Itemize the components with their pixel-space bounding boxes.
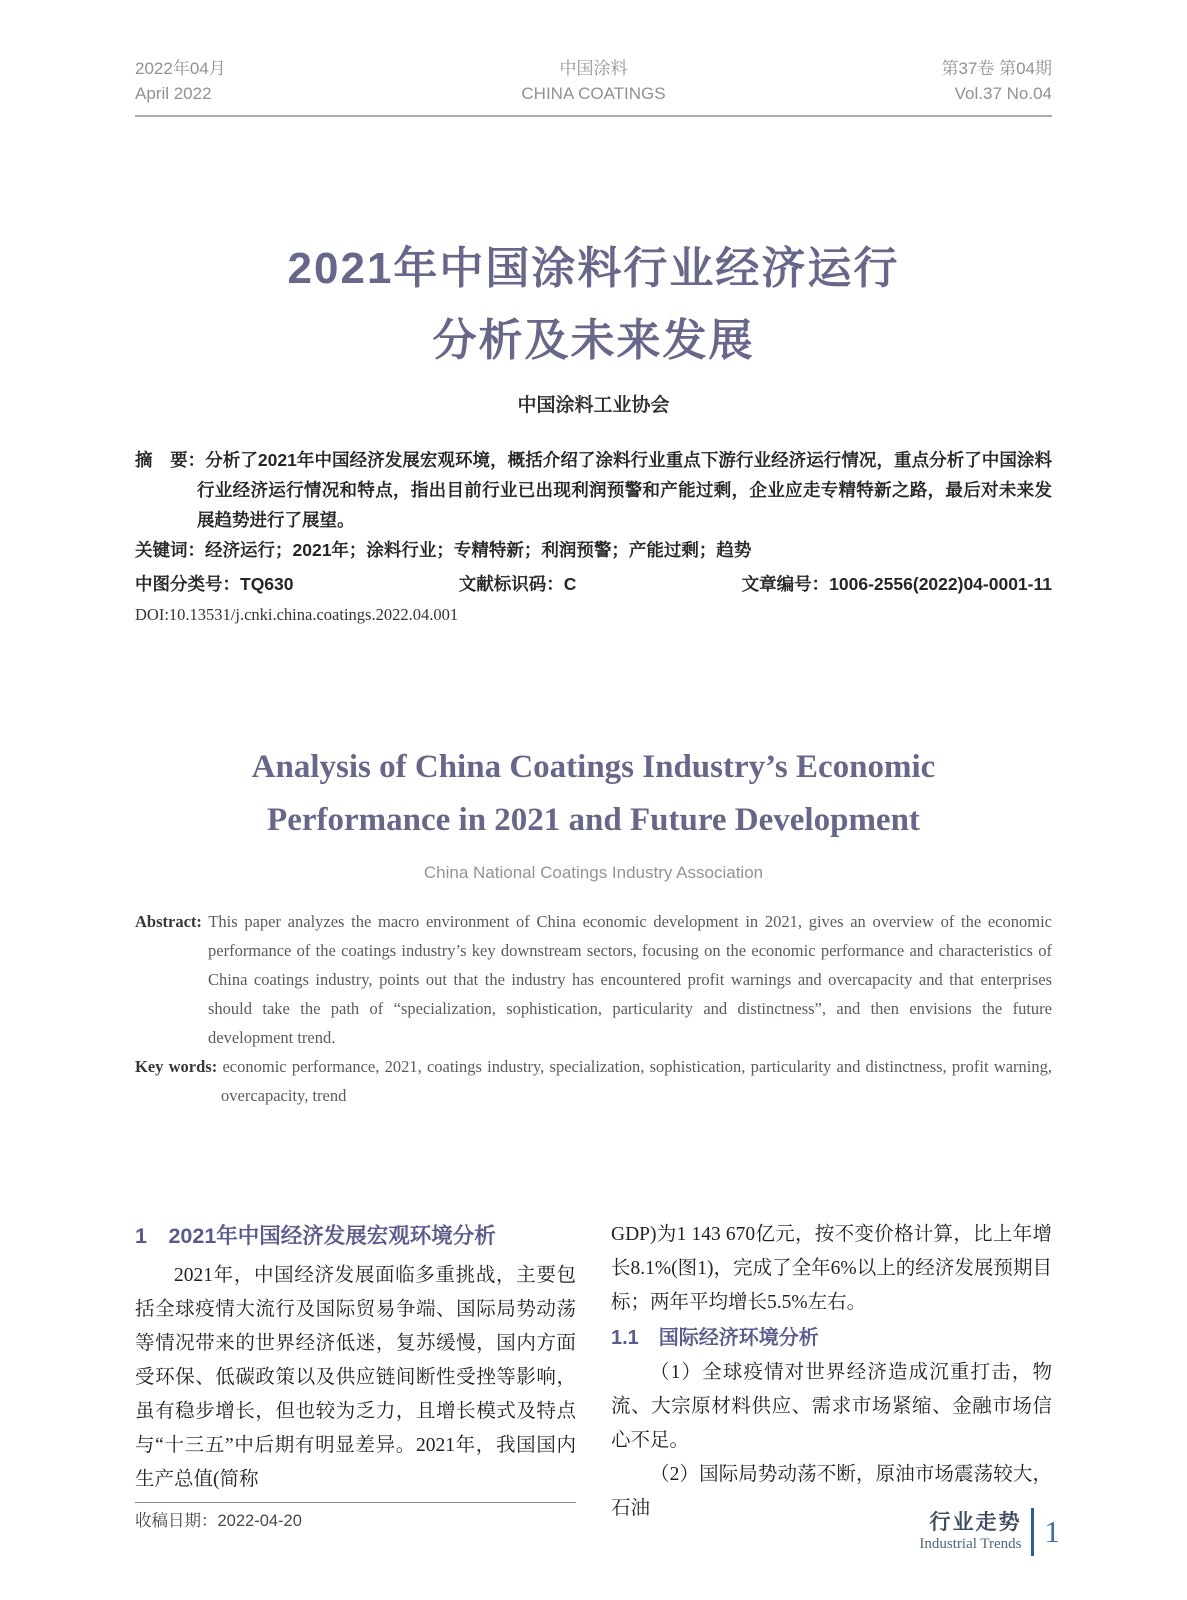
page-number: 1: [1044, 1514, 1060, 1549]
article-title-cn-line2: 分析及未来发展: [432, 316, 755, 365]
article-number: 文章编号：1006-2556(2022)04-0001-11: [741, 574, 1052, 594]
abstract-en-text: This paper analyzes the macro environment of China economic development in 2021, gives an overview of the economic performance of the coatings industry’s key downstream sectors, focusing on the economic performance and characteristics of China coatings industry, points out that the industry has encountered profit warnings and overcapacity and that enterprises should take the path of “specialization, sophistication, particularity and distinctness”, and then envisions the future development trend.: [208, 912, 1052, 1047]
article-title-cn: [135, 233, 1052, 377]
body-column-right: [611, 1218, 1052, 1526]
body-paragraph-3: （1）全球疫情对世界经济造成沉重打击，物流、大宗原材料供应、需求市场紧缩、金融市场信心不足。: [611, 1362, 1052, 1451]
abstract-en: [135, 907, 1052, 1052]
body-column-left: [135, 1218, 576, 1534]
article-title-en-line1: Analysis of China Coatings Industry’s Economic: [251, 749, 936, 785]
journal-header: [135, 56, 1052, 106]
journal-name-cn: 中国涂料: [559, 59, 628, 78]
header-journal-name: [441, 56, 747, 106]
keywords-en: [135, 1052, 1052, 1110]
article-title-en-line2: Performance in 2021 and Future Development: [267, 802, 920, 838]
keywords-en-text: economic performance, 2021, coatings industry, specialization, sophistication, particularity and distinctness, profit warning, overcapacity, trend: [221, 1057, 1052, 1105]
section-1-1-heading: 1.1 国际经济环境分析: [611, 1327, 819, 1349]
keywords-cn-label: 关键词：: [135, 540, 205, 560]
header-divider: [135, 115, 1052, 117]
footer-section-en: Industrial Trends: [919, 1535, 1022, 1552]
footer-section-cn: 行业走势: [929, 1510, 1022, 1534]
page-footer: [919, 1508, 1060, 1556]
volume-info-en: Vol.37 No.04: [954, 84, 1053, 103]
body-columns: [135, 1218, 1052, 1534]
classification-row: [135, 569, 1052, 599]
abstract-cn: [135, 445, 1052, 535]
article-title-cn-line1: 2021年中国涂料行业经济运行: [287, 244, 900, 293]
clc-number: 中图分类号：TQ630: [135, 574, 294, 594]
abstract-cn-text: 分析了2021年中国经济发展宏观环境，概括介绍了涂料行业重点下游行业经济运行情况，重点分析了中国涂料行业经济运行情况和特点，指出目前行业已出现利润预警和产能过剩，企业应走专精特新之路，最后对未来发展趋势进行了展望。: [197, 450, 1052, 530]
author-cn: 中国涂料工业协会: [517, 395, 670, 416]
body-paragraph-1: 2021年，中国经济发展面临多重挑战，主要包括全球疫情大流行及国际贸易争端、国际局势动荡等情况带来的世界经济低迷，复苏缓慢，国内方面受环保、低碳政策以及供应链间断性受挫等影响，虽有稳步增长，但也较为乏力，且增长模式及特点与“十三五”中后期有明显差异。2021年，我国国内生产总值(简称: [135, 1265, 576, 1490]
document-code: 文献标识码：C: [458, 574, 577, 594]
doi: DOI:10.13531/j.cnki.china.coatings.2022.04.001: [135, 605, 459, 624]
abstract-cn-label: 摘 要：: [135, 450, 206, 470]
keywords-cn-text: 经济运行；2021年；涂料行业；专精特新；利润预警；产能过剩；趋势: [205, 540, 752, 560]
issue-date-en: April 2022: [135, 84, 212, 103]
keywords-en-label: Key words:: [135, 1057, 218, 1076]
abstract-en-label: Abstract:: [135, 912, 202, 931]
journal-name-en: CHINA COATINGS: [521, 84, 666, 103]
author-en: China National Coatings Industry Association: [423, 863, 764, 882]
volume-info-cn: 第37卷 第04期: [941, 59, 1053, 78]
header-volume-info: [746, 56, 1052, 106]
keywords-cn: [135, 535, 1052, 565]
header-issue-date: [135, 56, 441, 106]
body-paragraph-4: （2）国际局势动荡不断，原油市场震荡较大，石油: [611, 1464, 1052, 1519]
footer-section-label: [919, 1511, 1030, 1554]
page-content: [135, 0, 1052, 1534]
received-date: 收稿日期：2022-04-20: [135, 1512, 302, 1530]
issue-date-cn: 2022年04月: [135, 59, 226, 78]
body-paragraph-2: GDP)为1 143 670亿元，按不变价格计算，比上年增长8.1%(图1)，完成了全年6%以上的经济发展预期目标；两年平均增长5.5%左右。: [611, 1224, 1052, 1313]
section-1-heading: 1 2021年中国经济发展宏观环境分析: [135, 1224, 496, 1248]
footnote-divider: [135, 1502, 576, 1503]
article-title-en: [135, 741, 1052, 847]
